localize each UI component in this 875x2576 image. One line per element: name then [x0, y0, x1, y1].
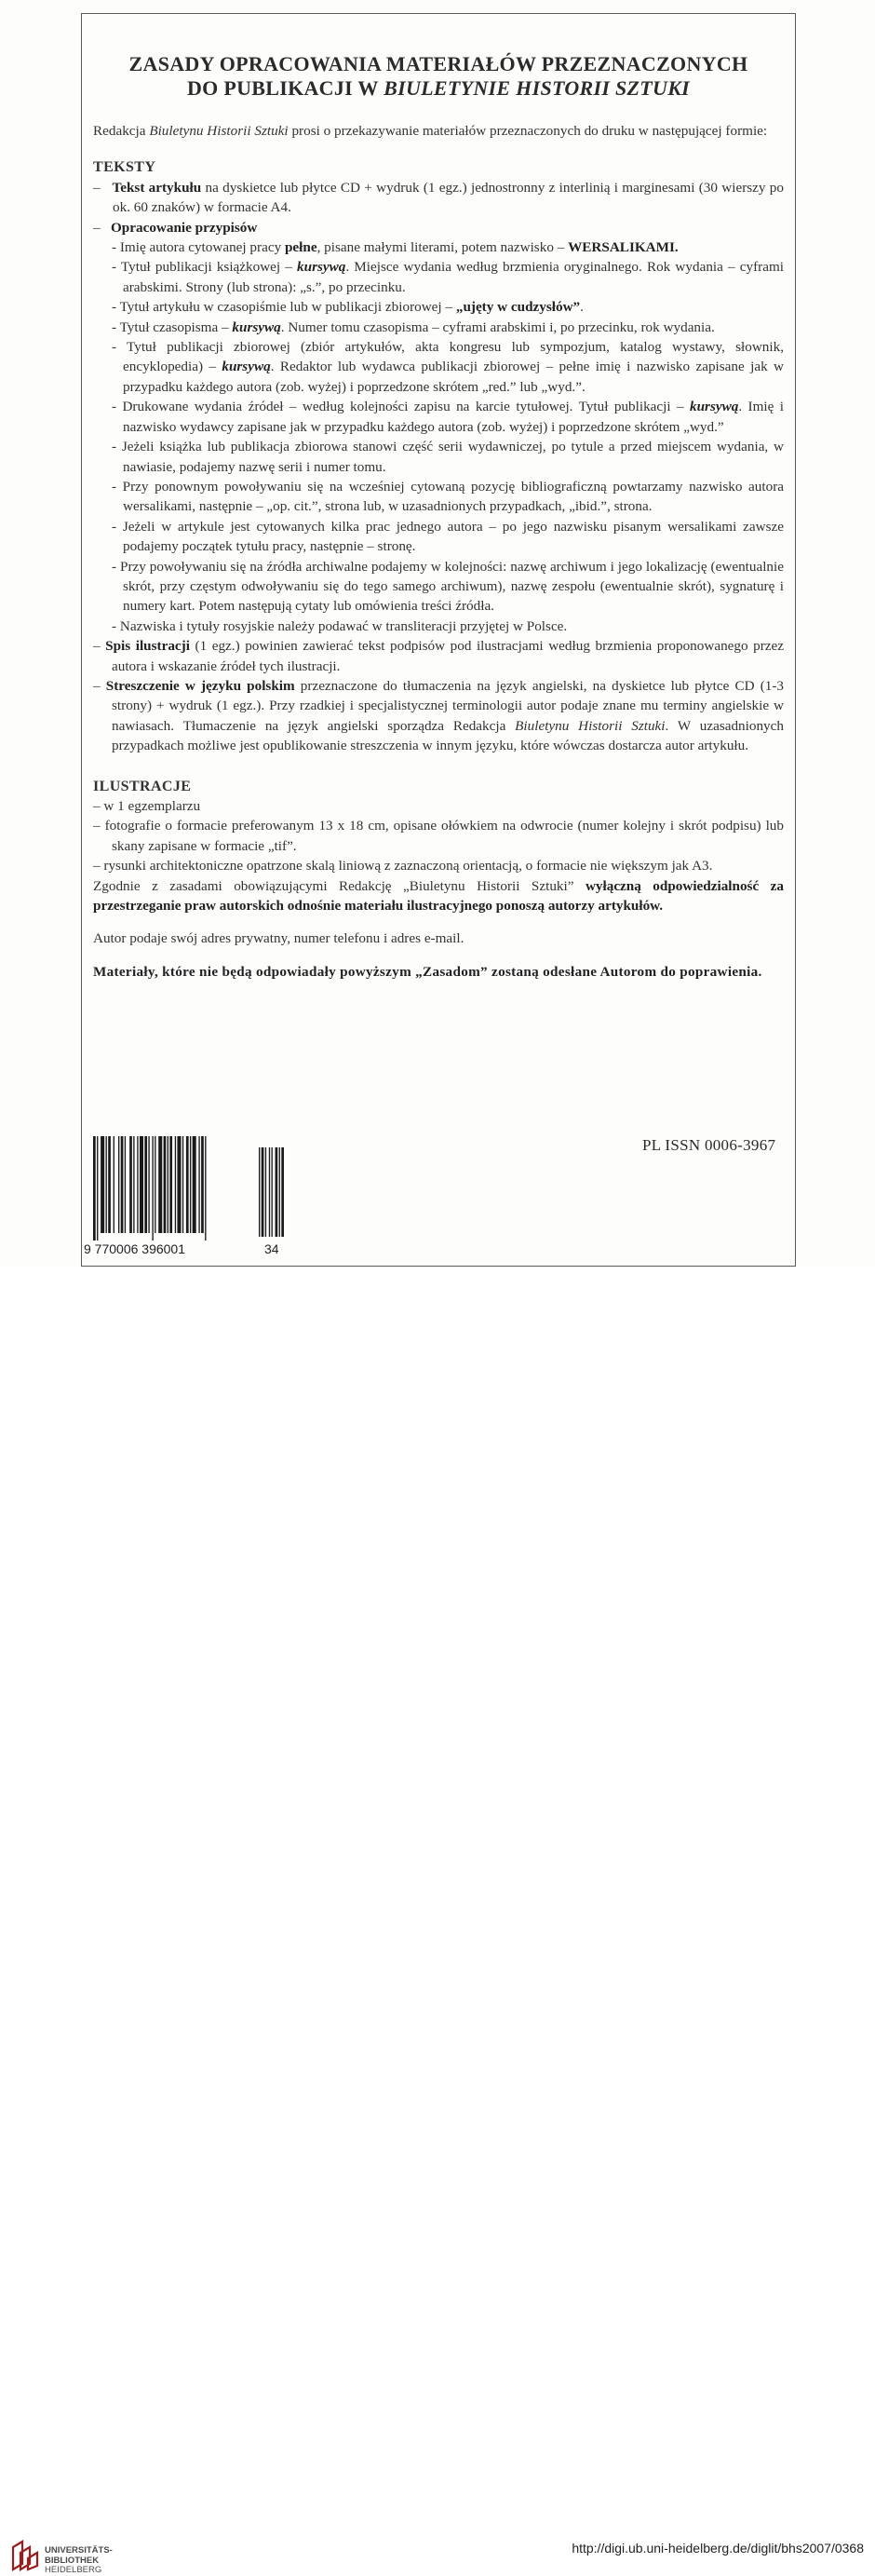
- rule-6: - Drukowane wydania źródeł – według kolejności zapisu na karcie tytułowej. Tytuł publikacji – kursywą. Imię i nazwisko wydawcy zapisane jak w przypadku każdego autora (zob. wyżej) i poprzedzone skrótem „wyd.”: [112, 399, 784, 435]
- author-info-paragraph: Autor podaje swój adres prywatny, numer telefonu i adres e-mail.: [93, 930, 464, 947]
- rule-11: - Nazwiska i tytuły rosyjskie należy podawać w transliteracji przyjętej w Polsce.: [112, 617, 568, 634]
- barcode-bar: [118, 1136, 119, 1233]
- barcode-bar: [205, 1136, 206, 1241]
- list-item-tekst-artykulu: – Tekst artykułu na dyskietce lub płytce CD + wydruk (1 egz.) jednostronny z interlinią i marginesami (30 wierszy po ok. 60 znaków) w formacie A4.: [93, 179, 784, 216]
- barcode-bar: [125, 1136, 126, 1233]
- barcode-bar: [106, 1136, 107, 1233]
- rule-7: - Jeżeli książka lub publikacja zbiorowa stanowi część serii wydawniczej, po tytule a przed miejscem wydania, w nawiasie, podajemy nazwę serii i numer tomu.: [112, 439, 784, 475]
- barcode-addon-bar: [272, 1147, 273, 1237]
- barcode-addon-bar: [262, 1147, 264, 1237]
- barcode-bar: [140, 1136, 143, 1233]
- barcode-digits: 9 770006 396001: [84, 1241, 185, 1255]
- barcode-bar: [101, 1136, 104, 1233]
- viewer-footer: [0, 1267, 875, 2575]
- copyright-note: Zgodnie z zasadami obowiązującymi Redakcję „Biuletynu Historii Sztuki” wyłączną odpowiedzialność za przestrzeganie praw autorskich odnośnie materiału ilustracyjnego ponoszą autorzy artykułów.: [93, 877, 784, 915]
- title-line-2: [93, 76, 784, 101]
- list-item-streszczenie: – Streszczenie w języku polskim przeznaczone do tłumaczenia na język angielski, na dyskietce lub płytce CD (1-3 strony) + wydruk (1 egz.). Przy rzadkiej i specjalistycznej terminologii autor podaje znane mu terminy angielskie w nawiasach. Tłumaczenie na język angielski sporządza Redakcja Biuletynu Historii Sztuki. W uzasadnionych przypadkach możliwe jest opublikowanie streszczenia w innym języku, które wówczas dostarcza autor artykułu.: [93, 677, 784, 754]
- barcode-addon-bar: [259, 1147, 260, 1237]
- rule-5: - Tytuł publikacji zbiorowej (zbiór artykułów, akta kongresu lub sympozjum, katalog wystawy, słownik, encyklopedia) – kursywą. Redaktor lub wydawca publikacji zbiorowej – pełne imię i nazwisko zapisane jak w przypadku każdego autora (zob. wyżej) i poprzedzone skrótem „red.” lub „wyd.”.: [112, 339, 784, 395]
- document-body: [93, 121, 784, 982]
- barcode-addon-bar: [276, 1147, 278, 1237]
- library-name: UNIVERSITÄTS- BIBLIOTHEK HEIDELBERG: [45, 2545, 113, 2575]
- barcode-addon-bar: [279, 1147, 280, 1237]
- barcode-bar: [93, 1136, 96, 1241]
- section-heading-ilustracje: ILUSTRACJE: [93, 778, 192, 794]
- barcode-bar: [137, 1136, 138, 1233]
- rule-4: - Tytuł czasopisma – kursywą. Numer tomu czasopisma – cyframi arabskimi i, po przecinku, rok wydania.: [112, 319, 715, 335]
- barcode-bar: [198, 1136, 199, 1233]
- section-heading-teksty: TEKSTY: [93, 159, 156, 176]
- list-item-przypisy: – Opracowanie przypisów: [93, 219, 258, 236]
- barcode-bar: [121, 1136, 124, 1233]
- barcode-bar: [177, 1136, 181, 1233]
- barcode-bar: [158, 1136, 162, 1233]
- library-logo-icon: [11, 2540, 39, 2571]
- barcode-bar: [97, 1136, 98, 1241]
- barcode-bar: [186, 1136, 189, 1233]
- rule-9: - Jeżeli w artykule jest cytowanych kilka prac jednego autora – po jego nazwisku pisanym wersalikami zawsze podajemy początek tytułu pracy, następnie – stronę.: [112, 518, 784, 555]
- list-item-spis-ilustracji: – Spis ilustracji (1 egz.) powinien zawierać tekst podpisów pod ilustracjami według brzmienia proponowanego przez autora i wskazanie źródeł tych ilustracji.: [93, 638, 785, 674]
- final-notice: Materiały, które nie będą odpowiadały powyższym „Zasadom” zostaną odesłane Autorom do poprawienia.: [93, 963, 762, 980]
- barcode-bar: [169, 1136, 172, 1233]
- barcode-bar: [108, 1136, 111, 1233]
- barcode-bar: [144, 1136, 147, 1233]
- rule-10: - Przy powoływaniu się na źródła archiwalne podajemy w kolejności: nazwę archiwum i jego lokalizację (ewentualnie skrót, przy częstym odwoływaniu się do tego samego archiwum), nazwę zespołu (ewentualnie skrót), sygnaturę i numery kart. Potem następują cytaty lub omówienia treści źródła.: [112, 558, 784, 615]
- barcode-bar: [164, 1136, 167, 1233]
- rule-3: - Tytuł artykułu w czasopiśmie lub w publikacji zbiorowej – „ujęty w cudzysłów”.: [112, 299, 584, 316]
- ilustracje-item-2: – fotografie o formacie preferowanym 13 x 18 cm, opisane ołówkiem na odwrocie (numer kolejny i skrót podpisu) lub skany zapisane w formacie „tif”.: [93, 818, 784, 854]
- barcode-bar: [148, 1136, 149, 1233]
- barcode-bar: [182, 1136, 183, 1233]
- barcode-bar: [133, 1136, 134, 1233]
- barcode-addon-bar: [281, 1147, 284, 1237]
- barcode-bar: [201, 1136, 204, 1233]
- title-line-2-italic: BIULETYNIE HISTORII SZTUKI: [384, 76, 691, 100]
- barcode-bar: [152, 1136, 153, 1241]
- page-title: [93, 52, 784, 101]
- barcode-addon-digits: 34: [264, 1241, 279, 1255]
- ilustracje-item-3: – rysunki architektoniczne opatrzone skalą liniową z zaznaczoną orientacją, o formacie nie większym jak A3.: [93, 858, 713, 874]
- barcode-bar: [190, 1136, 191, 1233]
- issn-number: PL ISSN 0006-3967: [642, 1136, 776, 1154]
- title-line-2-prefix: DO PUBLIKACJI W: [186, 76, 384, 100]
- barcode-bar: [193, 1136, 196, 1233]
- rule-8: - Przy ponownym powoływaniu się na wcześniej cytowaną pozycję bibliograficzną powtarzamy nazwisko autora wersalikami, następnie – „op. cit.”, strona lub, w uzasadnionych przypadkach, „ibid.”, strona.: [112, 478, 784, 515]
- title-line-1: ZASADY OPRACOWANIA MATERIAŁÓW PRZEZNACZONYCH: [128, 52, 748, 75]
- barcode-bar: [129, 1136, 132, 1233]
- barcode-bar: [175, 1136, 176, 1233]
- ilustracje-item-1: – w 1 egzemplarzu: [93, 798, 201, 814]
- rule-2: - Tytuł publikacji książkowej – kursywą. Miejsce wydania według brzmienia oryginalnego. Rok wydania – cyframi arabskimi. Strony (lub strona): „s.”, po przecinku.: [112, 259, 784, 295]
- barcode-image: [82, 1134, 289, 1255]
- intro-paragraph: Redakcja Biuletynu Historii Sztuki prosi o przekazywanie materiałów przeznaczonych do druku w następującej formie:: [93, 123, 768, 139]
- rule-1: - Imię autora cytowanej pracy pełne, pisane małymi literami, potem nazwisko – WERSALIKAMI.: [112, 239, 679, 256]
- source-url-link[interactable]: http://digi.ub.uni-heidelberg.de/diglit/bhs2007/0368: [572, 2541, 864, 2556]
- barcode-addon-bar: [265, 1147, 266, 1237]
- barcode-addon-bar: [269, 1147, 270, 1237]
